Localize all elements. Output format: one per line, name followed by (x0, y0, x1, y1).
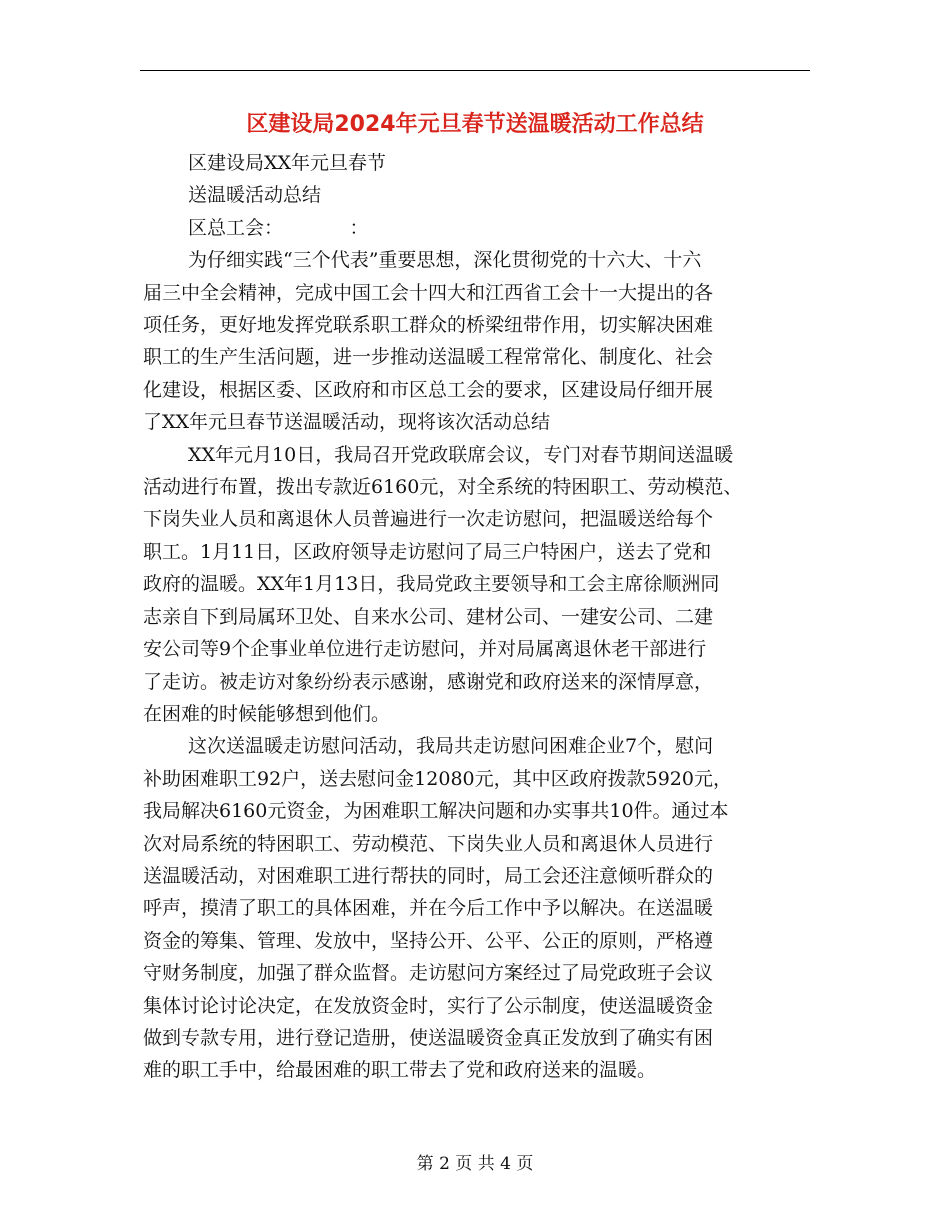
paragraph-line: 职工。1月11日，区政府领导走访慰问了局三户特困户，送去了党和 (143, 540, 712, 563)
paragraph-line: 职工的生产生活问题，进一步推动送温暖工程常常化、制度化、社会 (143, 346, 714, 369)
paragraph-line: 补助困难职工92户，送去慰问金12080元，其中区政府拨款5920元， (143, 767, 732, 790)
paragraph-line: 送温暖活动，对困难职工进行帮扶的同时，局工会还注意倾听群众的 (143, 864, 714, 887)
paragraph-line: 了XX年元旦春节送温暖活动，现将该次活动总结 (143, 411, 551, 434)
paragraph-line: 在困难的时候能够想到他们。 (143, 702, 391, 725)
paragraph-line: 志亲自下到局属环卫处、自来水公司、建材公司、一建安公司、二建 (143, 605, 714, 628)
paragraph-line: 为仔细实践“三个代表”重要思想，深化贯彻党的十六大、十六 (188, 249, 702, 272)
document-body (143, 147, 813, 1087)
paragraph-line: 安公司等9个企事业单位进行走访慰问，并对局属离退休老干部进行 (143, 638, 707, 661)
paragraph-line: 化建设，根据区委、区政府和市区总工会的要求，区建设局仔细开展 (143, 378, 714, 401)
paragraph-line: 这次送温暖走访慰问活动，我局共走访慰问困难企业7个，慰问 (188, 735, 714, 758)
paragraph-line: 政府的温暖。XX年1月13日，我局党政主要领导和工会主席徐顺洲同 (143, 573, 720, 596)
paragraph-line: 难的职工手中，给最困难的职工带去了党和政府送来的温暖。 (143, 1059, 657, 1082)
paragraph-line: 呼声，摸清了职工的具体困难，并在今后工作中予以解决。在送温暖 (143, 897, 714, 920)
heading-line: 送温暖活动总结 (188, 184, 322, 207)
header-rule (140, 70, 810, 71)
paragraph-line: 守财务制度，加强了群众监督。走访慰问方案经过了局党政班子会议 (143, 962, 714, 985)
salutation-line: 区总工会： ： (188, 216, 369, 239)
paragraph-line: 下岗失业人员和离退休人员普遍进行一次走访慰问，把温暖送给每个 (143, 508, 714, 531)
paragraph-line: 做到专款专用，进行登记造册，使送温暖资金真正发放到了确实有困 (143, 1026, 714, 1049)
paragraph-line: 我局解决6160元资金，为困难职工解决问题和办实事共10件。通过本 (143, 800, 729, 823)
paragraph-line: 项任务，更好地发挥党联系职工群众的桥梁纽带作用，切实解决困难 (143, 314, 714, 337)
page-number: 第 2 页 共 4 页 (416, 1154, 534, 1174)
heading-line: 区建设局XX年元旦春节 (188, 152, 387, 174)
paragraph-line: XX年元月10日，我局召开党政联席会议，专门对春节期间送温暖 (188, 443, 734, 466)
paragraph-line: 活动进行布置，拨出专款近6160元，对全系统的特困职工、劳动模范、 (143, 476, 743, 499)
paragraph-line: 了走访。被走访对象纷纷表示感谢，感谢党和政府送来的深情厚意， (143, 670, 714, 693)
paragraph-line: 资金的筹集、管理、发放中，坚持公开、公平、公正的原则，严格遵 (143, 929, 714, 952)
paragraph-line: 集体讨论讨论决定，在发放资金时，实行了公示制度，使送温暖资金 (143, 994, 714, 1017)
paragraph-line: 次对局系统的特困职工、劳动模范、下岗失业人员和离退休人员进行 (143, 832, 714, 855)
document-title: 区建设局2024年元旦春节送温暖活动工作总结 (246, 112, 704, 137)
paragraph-line: 届三中全会精神，完成中国工会十四大和江西省工会十一大提出的各 (143, 281, 714, 304)
